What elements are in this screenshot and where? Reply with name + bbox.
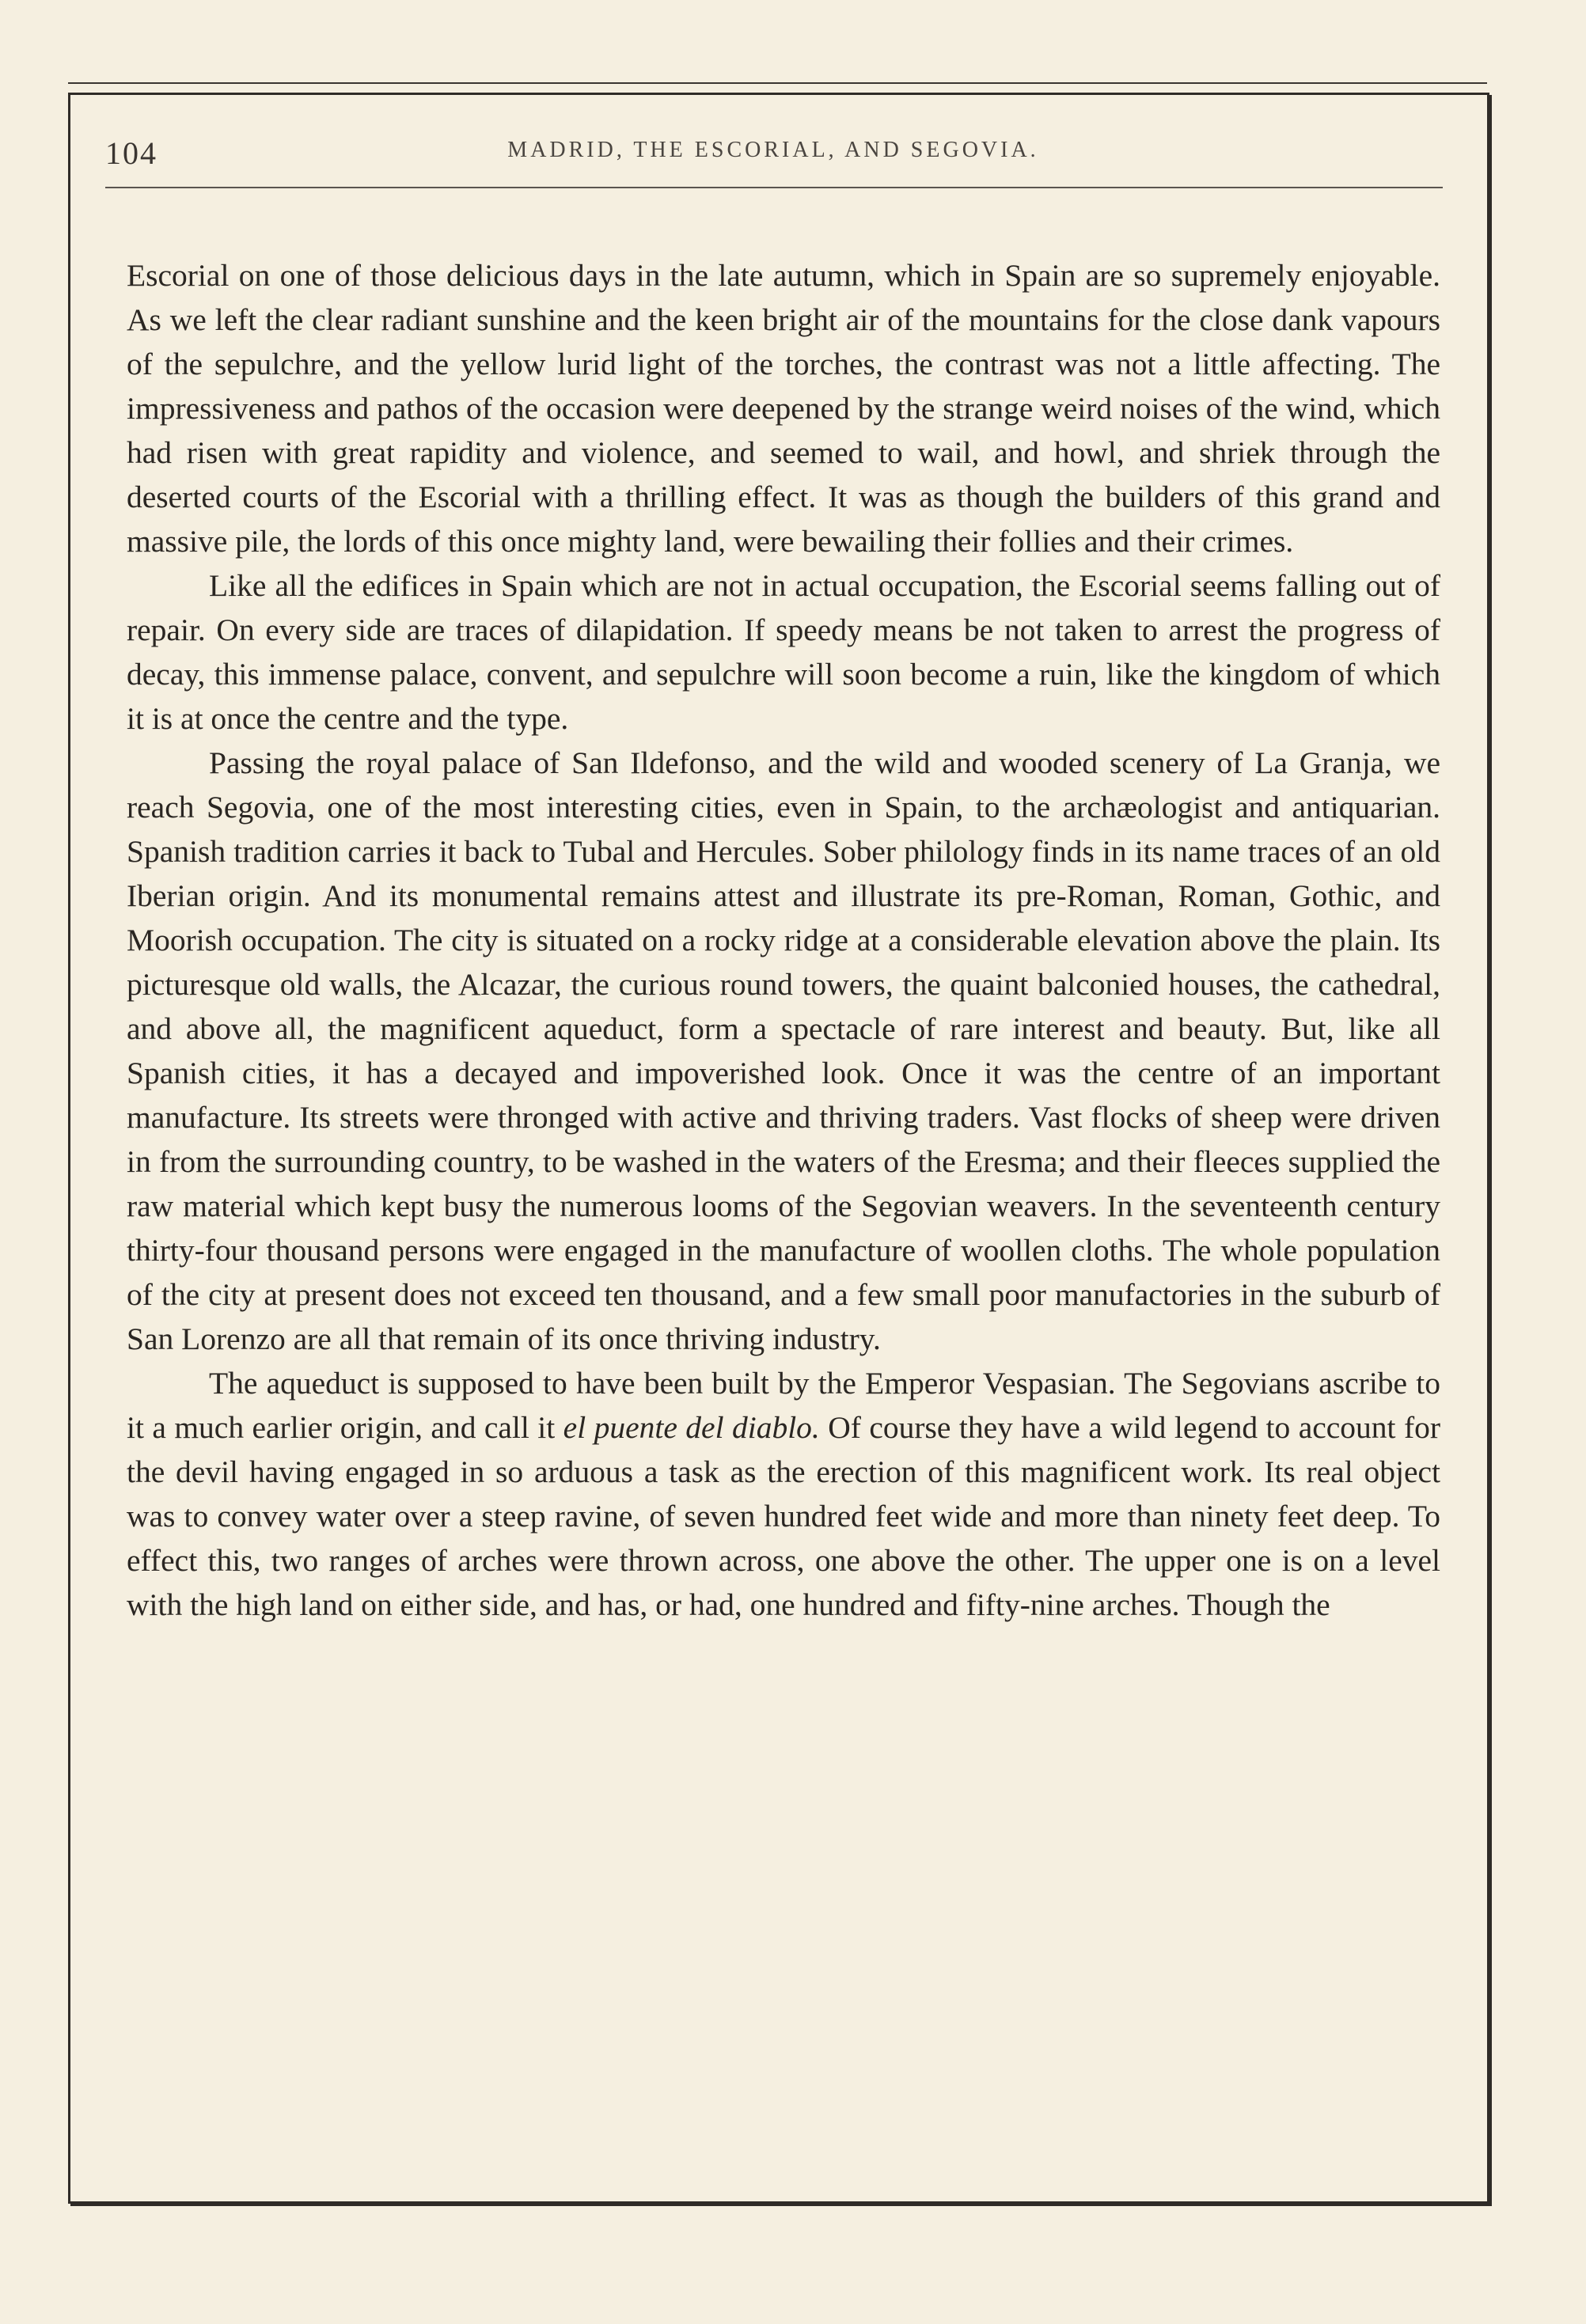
running-title: MADRID, THE ESCORIAL, AND SEGOVIA.	[507, 138, 1039, 162]
page-number: 104	[105, 135, 157, 171]
paragraph-4	[127, 1361, 1440, 1627]
paragraph-3: Passing the royal palace of San Ildefonso, and the wild and wooded scenery of La Granja, we reach Segovia, one of the most interesting cities, even in Spain, to the archæologist and antiquarian. Spanish tradition carries it back to Tubal and Hercules. Sober philology finds in its name traces of an old Iberian origin. And its monumental remains attest and illustrate its pre-Roman, Roman, Gothic, and Moorish occupation. The city is situated on a rocky ridge at a considerable elevation above the plain. Its picturesque old walls, the Alcazar, the curious round towers, the quaint balconied houses, the cathedral, and above all, the magnificent aqueduct, form a spectacle of rare interest and beauty. But, like all Spanish cities, it has a decayed and impoverished look. Once it was the centre of an important manufacture. Its streets were thronged with active and thriving traders. Vast flocks of sheep were driven in from the surrounding country, to be washed in the waters of the Eresma; and their fleeces supplied the raw material which kept busy the numerous looms of the Segovian weavers. In the seventeenth century thirty-four thousand persons were engaged in the manufacture of woollen cloths. The whole population of the city at present does not exceed ten thousand, and a few small poor manufactories in the suburb of San Lorenzo are all that remain of its once thriving industry.	[127, 745, 1440, 1356]
body-text	[127, 253, 1440, 1627]
top-border-line	[68, 82, 1487, 84]
paragraph-4-text-after: Of course they have a wild legend to account for the devil having engaged in so arduous a task as the erection of this magnificent work. Its real object was to convey water over a steep ravine, of seven hundred feet wide and more than ninety feet deep. To effect this, two ranges of arches were thrown across, one above the other. The upper one is on a level with the high land on either side, and has, or had, one hundred and fifty-nine arches. Though the	[127, 1410, 1440, 1622]
paragraph-2: Like all the edifices in Spain which are not in actual occupation, the Escorial seems falling out of repair. On every side are traces of dilapidation. If speedy means be not taken to arrest the progress of decay, this immense palace, convent, and sepulchre will soon become a ruin, like the kingdom of which it is at once the centre and the type.	[127, 568, 1440, 736]
paragraph-4-text-before: The aqueduct is supposed to have been built by the Emperor Vespasian. The Segovians ascribe to it a much earlier origin, and call it	[127, 1366, 1440, 1445]
paragraph-1: Escorial on one of those delicious days in the late autumn, which in Spain are so supremely enjoyable. As we left the clear radiant sunshine and the keen bright air of the mountains for the close dank vapours of the sepulchre, and the yellow lurid light of the torches, the contrast was not a little affecting. The impressiveness and pathos of the occasion were deepened by the strange weird noises of the wind, which had risen with great rapidity and violence, and seemed to wail, and howl, and shriek through the deserted courts of the Escorial with a thrilling effect. It was as though the builders of this grand and massive pile, the lords of this once mighty land, were bewailing their follies and their crimes.	[127, 258, 1440, 559]
header-rule	[105, 187, 1443, 188]
page-header	[105, 128, 1441, 176]
paragraph-4-italic-phrase: el puente del diablo.	[563, 1410, 820, 1445]
